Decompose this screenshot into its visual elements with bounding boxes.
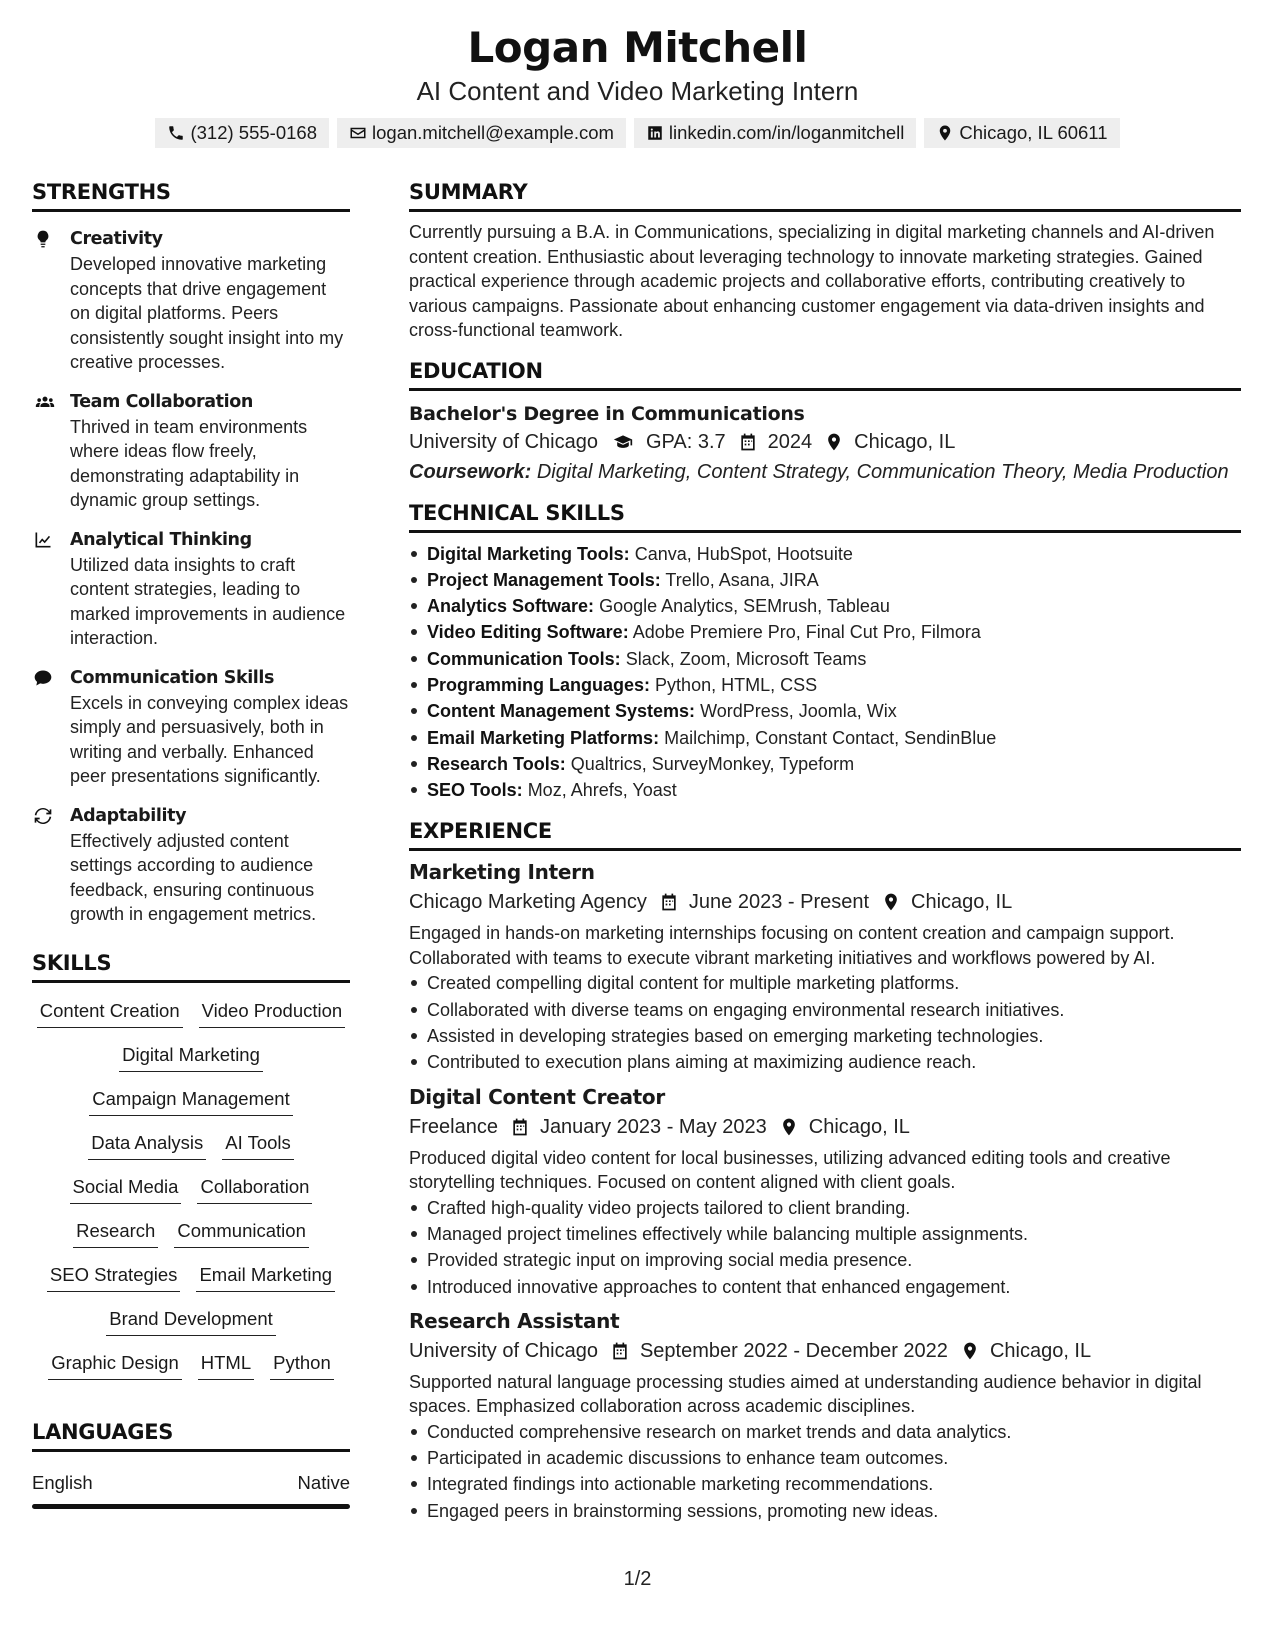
candidate-title: AI Content and Video Marketing Intern: [416, 76, 859, 106]
strength-item: [32, 803, 350, 927]
job-meta: [409, 1112, 1241, 1142]
skill-tag: Communication: [174, 1217, 309, 1248]
job-company: Freelance: [409, 1115, 498, 1138]
job-dates: January 2023 - May 2023: [539, 1115, 767, 1138]
tech-skill-label: SEO Tools:: [427, 780, 523, 801]
calendar-icon: [738, 432, 758, 452]
job-bullet: Engaged peers in brainstorming sessions, promoting new ideas.: [409, 1498, 1241, 1524]
tech-skill-item: [409, 672, 1241, 698]
contact-linkedin[interactable]: [634, 118, 916, 148]
job-bullet: Integrated findings into actionable marketing recommendations.: [409, 1471, 1241, 1497]
tech-skill-item: [409, 777, 1241, 803]
technical-skills-list: [409, 541, 1241, 804]
tech-skill-value: Google Analytics, SEMrush, Tableau: [599, 596, 890, 617]
job-description: Engaged in hands-on marketing internships focusing on content creation and campaign support. Collaborated with teams to execute vibrant marketing initiatives and workflows powered by AI.: [409, 923, 1175, 968]
tech-skill-label: Research Tools:: [427, 753, 566, 774]
job-entry: [409, 1306, 1241, 1524]
tech-skill-value: Slack, Zoom, Microsoft Teams: [625, 648, 867, 669]
tech-skill-item: [409, 698, 1241, 724]
map-pin-icon: [779, 1117, 799, 1137]
job-bullet: Provided strategic input on improving social media presence.: [409, 1247, 1241, 1273]
skill-tag: Social Media: [70, 1173, 182, 1204]
job-bullets: [409, 1195, 1241, 1300]
strength-item: [32, 665, 350, 789]
language-row: [32, 1472, 350, 1494]
strength-name: Adaptability: [70, 805, 187, 826]
job-bullet: Assisted in developing strategies based on emerging marketing technologies.: [409, 1023, 1241, 1049]
tech-skill-label: Communication Tools:: [427, 648, 621, 669]
strength-desc: Excels in conveying complex ideas simply and persuasively, both in writing and verbally. Enhanced peer presentations significantly.: [70, 692, 349, 786]
users-icon: [32, 392, 58, 412]
contact-email-text: logan.mitchell@example.com: [372, 122, 614, 143]
skill-tag: HTML: [198, 1349, 254, 1380]
tech-skill-value: Qualtrics, SurveyMonkey, Typeform: [570, 753, 855, 774]
job-bullets: [409, 970, 1241, 1075]
job-bullet: Managed project timelines effectively while balancing multiple assignments.: [409, 1221, 1241, 1247]
strengths-heading: STRENGTHS: [32, 180, 350, 212]
strength-name: Analytical Thinking: [70, 529, 252, 550]
tech-skill-item: [409, 646, 1241, 672]
language-level: Native: [297, 1471, 350, 1493]
job-meta: [409, 1336, 1241, 1366]
skill-tag: Python: [270, 1349, 334, 1380]
tech-skill-label: Digital Marketing Tools:: [427, 543, 630, 564]
job-dates: June 2023 - Present: [688, 891, 870, 914]
coursework-list: Digital Marketing, Content Strategy, Communication Theory, Media Production: [536, 460, 1229, 483]
language-name: English: [32, 1471, 93, 1493]
school-location: Chicago, IL: [854, 430, 956, 453]
skill-tag: Collaboration: [197, 1173, 312, 1204]
strength-desc: Thrived in team environments where ideas flow freely, demonstrating adaptability in dynamic group settings.: [70, 416, 308, 510]
coursework-label: Coursework:: [409, 460, 532, 483]
job-bullets: [409, 1419, 1241, 1524]
job-company: Chicago Marketing Agency: [409, 891, 647, 914]
experience-heading: EXPERIENCE: [409, 819, 1241, 851]
job-title: Digital Content Creator: [409, 1084, 665, 1109]
tech-skill-item: [409, 751, 1241, 777]
right-column: [409, 180, 1241, 1524]
job-bullet: Created compelling digital content for multiple marketing platforms.: [409, 970, 1241, 996]
job-description: Produced digital video content for local businesses, utilizing advanced editing tools and creative storytelling techniques. Focused on content aligned with client goals.: [409, 1147, 1171, 1193]
job-bullet: Participated in academic discussions to enhance team outcomes.: [409, 1445, 1241, 1471]
strength-name: Communication Skills: [70, 667, 275, 688]
tech-skill-value: Python, HTML, CSS: [655, 674, 818, 695]
contact-phone[interactable]: [155, 118, 329, 148]
tech-skill-item: [409, 541, 1241, 567]
skill-tag: Brand Development: [106, 1305, 276, 1336]
linkedin-icon: [646, 124, 664, 142]
job-title: Research Assistant: [409, 1308, 620, 1333]
tech-skill-item: [409, 593, 1241, 619]
tech-skill-label: Project Management Tools:: [427, 569, 661, 590]
technical-skills-heading: TECHNICAL SKILLS: [409, 501, 1241, 533]
lightbulb-icon: [32, 229, 54, 249]
skill-tag: SEO Strategies: [47, 1261, 181, 1292]
job-location: Chicago, IL: [911, 891, 1013, 914]
education-heading: EDUCATION: [409, 359, 1241, 391]
skill-tag: Campaign Management: [89, 1085, 292, 1116]
contact-linkedin-text: linkedin.com/in/loganmitchell: [668, 122, 905, 143]
tech-skill-item: [409, 619, 1241, 645]
job-entry: [409, 857, 1241, 1075]
skill-tag: Email Marketing: [196, 1261, 335, 1292]
job-bullet: Crafted high-quality video projects tailored to client branding.: [409, 1195, 1241, 1221]
skill-tag: Digital Marketing: [119, 1041, 263, 1072]
degree-name: Bachelor's Degree in Communications: [409, 402, 805, 425]
tech-skill-label: Video Editing Software:: [427, 622, 629, 643]
strength-item: [32, 527, 350, 651]
page-number: 1/2: [623, 1568, 652, 1590]
candidate-name: Logan Mitchell: [467, 23, 808, 72]
strength-name: Team Collaboration: [70, 391, 253, 412]
tech-skill-label: Content Management Systems:: [427, 701, 696, 722]
tech-skill-item: [409, 725, 1241, 751]
tech-skill-label: Email Marketing Platforms:: [427, 727, 660, 748]
language-level-bar: [32, 1504, 350, 1509]
education-meta: [409, 427, 1241, 457]
contact-email[interactable]: [337, 118, 626, 148]
summary-text: Currently pursuing a B.A. in Communications, specializing in digital marketing channels and AI-driven content creation. Enthusiastic about leveraging technology to innovate marketing strategies. Gained practical experience through academic projects and collaborative efforts, contributing creatively to various campaigns. Passionate about enhancing customer engagement via data-driven insights and cross-functional teamwork.: [409, 222, 1215, 340]
languages-heading: LANGUAGES: [32, 1420, 350, 1452]
phone-icon: [167, 124, 185, 142]
skill-tag: AI Tools: [222, 1129, 293, 1160]
strength-desc: Effectively adjusted content settings according to audience feedback, ensuring continuous growth in engagement metrics.: [70, 830, 317, 924]
job-location: Chicago, IL: [808, 1115, 910, 1138]
skills-heading: SKILLS: [32, 951, 350, 983]
job-location: Chicago, IL: [989, 1339, 1092, 1362]
school-name: University of Chicago: [409, 430, 598, 453]
chart-line-icon: [32, 530, 54, 550]
speech-bubble-icon: [32, 668, 54, 688]
graduation-cap-icon: [610, 432, 636, 452]
skill-tag: Video Production: [199, 997, 346, 1028]
map-pin-icon: [881, 892, 901, 912]
strength-desc: Utilized data insights to craft content strategies, leading to marked improvements in audience interaction.: [70, 554, 346, 648]
map-pin-icon: [824, 432, 844, 452]
calendar-icon: [659, 892, 679, 912]
skill-tag: Content Creation: [37, 997, 183, 1028]
map-pin-icon: [960, 1341, 980, 1361]
job-bullet: Conducted comprehensive research on market trends and data analytics.: [409, 1419, 1241, 1445]
resume-header: [0, 0, 1275, 148]
strength-name: Creativity: [70, 229, 163, 249]
job-title: Marketing Intern: [409, 860, 595, 885]
strength-desc: Developed innovative marketing concepts that drive engagement on digital platforms. Peers consistently sought insight into my creative processes.: [70, 254, 344, 372]
envelope-icon: [349, 124, 367, 142]
tech-skill-label: Analytics Software:: [427, 596, 595, 617]
graduation-year: 2024: [767, 430, 813, 453]
map-pin-icon: [936, 124, 954, 142]
coursework: [409, 457, 1241, 487]
tech-skill-value: Adobe Premiere Pro, Final Cut Pro, Filmora: [632, 622, 981, 643]
sync-icon: [32, 806, 54, 826]
job-description: Supported natural language processing studies aimed at understanding audience behavior in digital spaces. Emphasized collaboration across academic disciplines.: [409, 1371, 1202, 1417]
tech-skill-value: Canva, HubSpot, Hootsuite: [634, 543, 853, 564]
job-bullet: Introduced innovative approaches to content that enhanced engagement.: [409, 1274, 1241, 1300]
contact-location-text: Chicago, IL 60611: [959, 122, 1108, 143]
skill-tag: Data Analysis: [88, 1129, 206, 1160]
job-company: University of Chicago: [409, 1339, 598, 1362]
gpa: GPA: 3.7: [645, 430, 726, 453]
tech-skill-value: Mailchimp, Constant Contact, SendinBlue: [664, 727, 997, 748]
strength-item: [32, 226, 350, 375]
left-column: [32, 180, 350, 1509]
skill-tag: Research: [73, 1217, 158, 1248]
contact-bar: [0, 118, 1275, 148]
job-bullet: Collaborated with diverse teams on engaging environmental research initiatives.: [409, 997, 1241, 1023]
skills-list: [32, 997, 350, 1380]
contact-location: [924, 118, 1119, 148]
job-dates: September 2022 - December 2022: [639, 1339, 948, 1362]
tech-skill-item: [409, 567, 1241, 593]
job-bullet: Contributed to execution plans aiming at maximizing audience reach.: [409, 1049, 1241, 1075]
tech-skill-value: WordPress, Joomla, Wix: [700, 701, 897, 722]
calendar-icon: [510, 1117, 530, 1137]
tech-skill-value: Moz, Ahrefs, Yoast: [527, 780, 677, 801]
strength-item: [32, 389, 350, 513]
summary-heading: SUMMARY: [409, 180, 1241, 212]
tech-skill-value: Trello, Asana, JIRA: [665, 569, 819, 590]
calendar-icon: [610, 1341, 630, 1361]
job-meta: [409, 887, 1241, 917]
contact-phone-text: (312) 555-0168: [190, 122, 317, 143]
skill-tag: Graphic Design: [48, 1349, 182, 1380]
job-entry: [409, 1082, 1241, 1300]
tech-skill-label: Programming Languages:: [427, 674, 651, 695]
